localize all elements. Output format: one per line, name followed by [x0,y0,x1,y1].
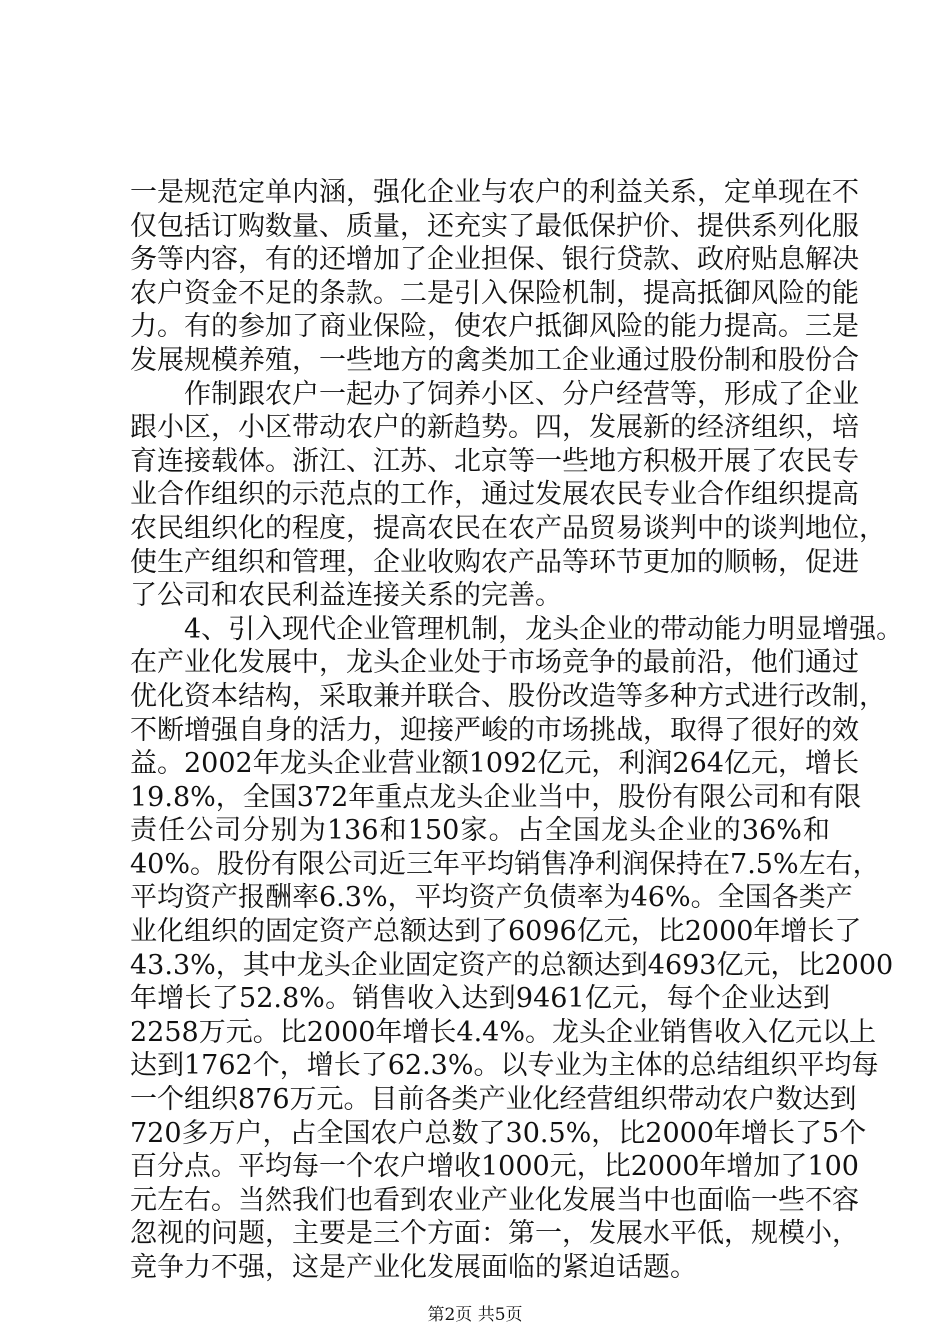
text-line: 了公司和农民利益连接关系的完善。 [130,580,562,612]
text-line: 仅包括订购数量、质量，还充实了最低保护价、提供系列化服 [130,210,859,242]
text-line: 农户资金不足的条款。二是引入保险机制，提高抵御风险的能 [130,277,859,309]
text-line: 百分点。平均每一个农户增收1000元，比2000年增加了100 [130,1151,859,1183]
text-line: 一个组织876万元。目前各类产业化经营组织带动农户数达到 [130,1084,857,1116]
text-line: 力。有的参加了商业保险，使农户抵御风险的能力提高。三是 [130,311,859,343]
text-line: 不断增强自身的活力，迎接严峻的市场挑战，取得了很好的效 [130,714,859,746]
text-line: 跟小区，小区带动农户的新趋势。四，发展新的经济组织，培 [130,412,859,444]
document-body [130,176,904,1285]
page-number-footer: 第2页 共5页 [427,1305,523,1325]
text-line: 农民组织化的程度，提高农民在农产品贸易谈判中的谈判地位， [130,512,886,544]
text-line: 一是规范定单内涵，强化企业与农户的利益关系，定单现在不 [130,177,859,208]
text-line: 作制跟农户一起办了饲养小区、分户经营等，形成了企业 [184,378,859,410]
paragraph-1 [130,176,859,378]
text-line: 19.8%，全国372年重点龙头企业当中，股份有限公司和有限 [130,781,862,813]
text-line: 育连接载体。浙江、江苏、北京等一些地方积极开展了农民专 [130,445,859,477]
text-line: 竞争力不强，这是产业化发展面临的紧迫话题。 [130,1252,697,1283]
text-line: 使生产组织和管理，企业收购农产品等环节更加的顺畅，促进 [130,546,859,578]
text-line: 发展规模养殖，一些地方的禽类加工企业通过股份制和股份合 [130,344,859,376]
paragraph-3 [130,613,904,1285]
text-line: 忽视的问题，主要是三个方面：第一，发展水平低，规模小， [130,1218,859,1250]
text-line: 务等内容，有的还增加了企业担保、银行贷款、政府贴息解决 [130,244,859,276]
text-line: 责任公司分别为136和150家。占全国龙头企业的36%和 [130,815,830,847]
text-line: 元左右。当然我们也看到农业产业化发展当中也面临一些不容 [130,1184,859,1216]
text-line: 2258万元。比2000年增长4.4%。龙头企业销售收入亿元以上 [130,1016,877,1048]
text-line: 4、引入现代企业管理机制，龙头企业的带动能力明显增强。 [184,613,904,645]
text-line: 年增长了52.8%。销售收入达到9461亿元，每个企业达到 [130,983,830,1015]
text-line: 在产业化发展中，龙头企业处于市场竞争的最前沿，他们通过 [130,647,859,679]
text-line: 720多万户，占全国农户总数了30.5%，比2000年增长了5个 [130,1117,867,1149]
paragraph-2 [130,378,886,613]
text-line: 业合作组织的示范点的工作，通过发展农民专业合作组织提高 [130,479,859,511]
text-line: 40%。股份有限公司近三年平均销售净利润保持在7.5%左右， [130,848,880,880]
text-line: 益。2002年龙头企业营业额1092亿元，利润264亿元，增长 [130,748,859,780]
text-line: 43.3%，其中龙头企业固定资产的总额达到4693亿元，比2000 [130,949,894,981]
text-line: 优化资本结构，采取兼并联合、股份改造等多种方式进行改制， [130,680,886,712]
text-line: 平均资产报酬率6.3%，平均资产负债率为46%。全国各类产 [130,882,853,914]
text-line: 达到1762个，增长了62.3%。以专业为主体的总结组织平均每 [130,1050,879,1082]
text-line: 业化组织的固定资产总额达到了6096亿元，比2000年增长了 [130,916,862,948]
